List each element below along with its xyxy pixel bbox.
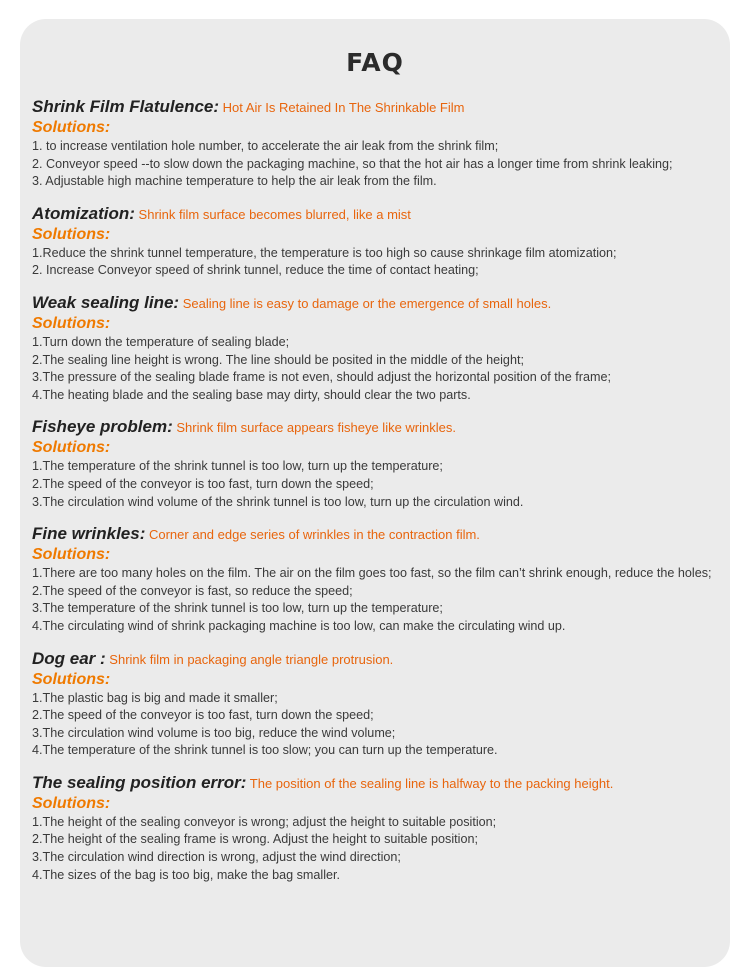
solution-item: 1.The height of the sealing conveyor is wrong; adjust the height to suitable position; (32, 814, 497, 829)
solution-item: 2.The height of the sealing frame is wrong. Adjust the height to suitable position; (32, 832, 478, 847)
problem-description: The position of the sealing line is halfway to the packing height. (246, 775, 614, 791)
solutions-label: Solutions: (32, 670, 111, 688)
solution-list (32, 138, 722, 191)
problem-heading (32, 648, 722, 669)
solution-list (32, 334, 722, 404)
solution-item: 3.The circulation wind direction is wrong, adjust the wind direction; (32, 850, 401, 865)
solution-item: 3.The circulation wind volume of the shrink tunnel is too low, turn up the circulation wind. (32, 494, 524, 509)
solution-item: 4.The heating blade and the sealing base may dirty, should clear the two parts. (32, 387, 471, 402)
solution-item: 3.The pressure of the sealing blade frame is not even, should adjust the horizontal position of the frame; (32, 370, 611, 385)
problem-label: Shrink Film Flatulence: (32, 97, 220, 116)
problem-description: Shrink film surface appears fisheye like wrinkles. (172, 420, 456, 436)
solution-item: 2. Increase Conveyor speed of shrink tunnel, reduce the time of contact heating; (32, 263, 479, 278)
solution-item: 4.The sizes of the bag is too big, make the bag smaller. (32, 867, 341, 882)
solution-list (32, 565, 722, 635)
problem-description: Shrink film surface becomes blurred, like a mist (134, 206, 411, 222)
solution-list (32, 690, 722, 760)
solution-list (32, 814, 722, 884)
solution-item: 3.The circulation wind volume is too big, reduce the wind volume; (32, 725, 396, 740)
solution-item: 2.The speed of the conveyor is too fast, turn down the speed; (32, 708, 374, 723)
solutions-label: Solutions: (32, 546, 111, 564)
problem-label: The sealing position error: (32, 772, 247, 792)
solution-item: 3.The temperature of the shrink tunnel is too low, turn up the temperature; (32, 601, 443, 616)
solution-item: 1.There are too many holes on the film. The air on the film goes too fast, so the film can’t shrink enough, reduce the holes; (32, 566, 712, 581)
solution-item: 3. Adjustable high machine temperature to help the air leak from the film. (32, 174, 437, 189)
problem-label: Atomization: (32, 203, 135, 223)
problem-heading (32, 292, 722, 313)
problem-label: Weak sealing line: (32, 292, 180, 312)
solutions-label: Solutions: (32, 794, 111, 812)
faq-section (32, 772, 722, 884)
solution-item: 2.The speed of the conveyor is fast, so reduce the speed; (32, 583, 353, 598)
solution-item: 1.The temperature of the shrink tunnel is too low, turn up the temperature; (32, 459, 443, 474)
faq-section (32, 523, 722, 635)
problem-description: Corner and edge series of wrinkles in the contraction film. (145, 527, 480, 543)
faq-list (32, 96, 722, 896)
faq-section (32, 416, 722, 511)
problem-label: Dog ear : (32, 648, 106, 668)
problem-description: Shrink film in packaging angle triangle protrusion. (105, 651, 394, 667)
solution-item: 1.Turn down the temperature of sealing blade; (32, 334, 290, 349)
page-title: FAQ (346, 48, 404, 77)
problem-label: Fisheye problem: (32, 417, 173, 437)
problem-heading (32, 416, 722, 437)
solutions-label: Solutions: (32, 314, 111, 332)
faq-section (32, 96, 722, 191)
solutions-label: Solutions: (32, 119, 111, 136)
problem-description: Hot Air Is Retained In The Shrinkable Film (219, 100, 465, 115)
solution-item: 2.The sealing line height is wrong. The line should be posited in the middle of the height; (32, 352, 524, 367)
solution-list (32, 458, 722, 511)
solution-item: 1.The plastic bag is big and made it smaller; (32, 690, 278, 705)
faq-section (32, 292, 722, 404)
problem-description: Sealing line is easy to damage or the emergence of small holes. (179, 295, 552, 311)
problem-heading (32, 96, 722, 117)
problem-heading (32, 772, 722, 793)
solution-item: 2.The speed of the conveyor is too fast, turn down the speed; (32, 476, 374, 491)
solution-item: 1.Reduce the shrink tunnel temperature, the temperature is too high so cause shrinkage film atomization; (32, 245, 617, 260)
problem-heading (32, 523, 722, 544)
solution-item: 1. to increase ventilation hole number, to accelerate the air leak from the shrink film; (32, 139, 499, 153)
solution-list (32, 245, 722, 280)
faq-section (32, 648, 722, 760)
problem-heading (32, 203, 722, 224)
solution-item: 2. Conveyor speed --to slow down the packaging machine, so that the hot air has a longer time from shrink leaking; (32, 156, 673, 171)
problem-label: Fine wrinkles: (32, 524, 146, 544)
faq-section (32, 203, 722, 280)
solutions-label: Solutions: (32, 225, 111, 243)
solution-item: 4.The circulating wind of shrink packaging machine is too low, can make the circulating wind up. (32, 618, 566, 633)
solutions-label: Solutions: (32, 439, 111, 457)
solution-item: 4.The temperature of the shrink tunnel is too slow; you can turn up the temperature. (32, 743, 498, 758)
